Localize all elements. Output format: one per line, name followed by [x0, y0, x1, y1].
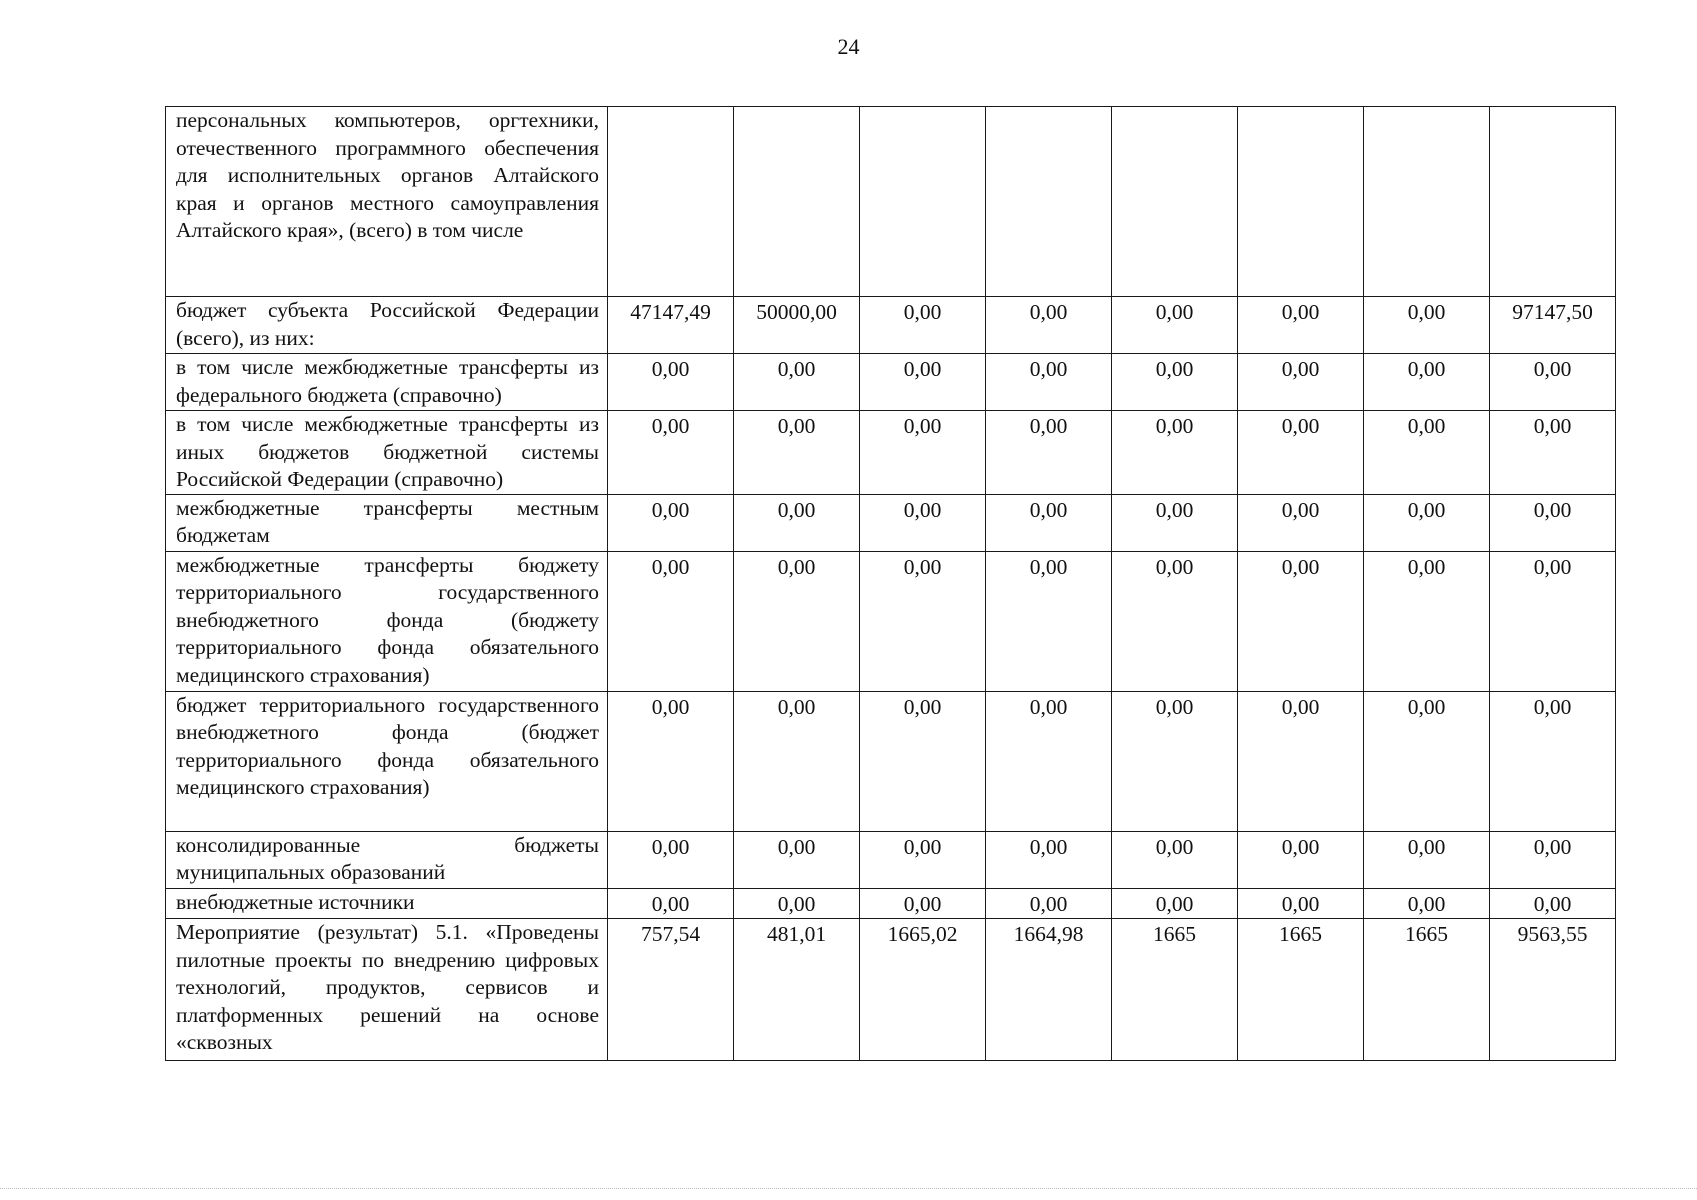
row-label: в том числе межбюджетные трансферты из федерального бюджета (справочно) [166, 354, 608, 411]
row-label: межбюджетные трансферты бюджету территориального государственного внебюджетного фонда (бюджету территориального фонда обязательного медицинского страхования) [166, 551, 608, 691]
value-cell: 47147,49 [608, 297, 734, 354]
value-cell: 0,00 [860, 411, 986, 495]
value-cell: 0,00 [986, 494, 1112, 551]
value-cell: 0,00 [1238, 691, 1364, 831]
value-cell: 0,00 [1364, 494, 1490, 551]
table-row [166, 691, 1616, 831]
row-label: внебюджетные источники [166, 888, 608, 919]
value-cell: 1665 [1238, 919, 1364, 1061]
value-cell: 0,00 [608, 354, 734, 411]
scan-edge-divider [0, 1188, 1697, 1190]
value-cell: 0,00 [986, 551, 1112, 691]
value-cell [1490, 107, 1616, 297]
table-row [166, 107, 1616, 297]
budget-table [165, 106, 1616, 1061]
value-cell: 0,00 [986, 354, 1112, 411]
row-label: в том числе межбюджетные трансферты из иных бюджетов бюджетной системы Российской Федерации (справочно) [166, 411, 608, 495]
value-cell: 1665 [1364, 919, 1490, 1061]
row-label: межбюджетные трансферты местным бюджетам [166, 494, 608, 551]
value-cell: 0,00 [1112, 297, 1238, 354]
table-row [166, 411, 1616, 495]
page-number: 24 [837, 34, 860, 59]
value-cell: 0,00 [1238, 551, 1364, 691]
value-cell: 0,00 [1238, 411, 1364, 495]
value-cell: 0,00 [734, 888, 860, 919]
row-label: бюджет территориального государственного внебюджетного фонда (бюджет территориального фонда обязательного медицинского страхования) [166, 691, 608, 831]
value-cell: 0,00 [734, 551, 860, 691]
value-cell: 0,00 [1364, 831, 1490, 888]
value-cell: 0,00 [608, 494, 734, 551]
value-cell: 0,00 [1364, 888, 1490, 919]
row-label: бюджет субъекта Российской Федерации (всего), из них: [166, 297, 608, 354]
value-cell: 0,00 [1112, 551, 1238, 691]
value-cell: 0,00 [734, 831, 860, 888]
value-cell: 0,00 [1112, 831, 1238, 888]
value-cell: 0,00 [1238, 831, 1364, 888]
value-cell: 50000,00 [734, 297, 860, 354]
value-cell: 0,00 [1490, 494, 1616, 551]
value-cell [860, 107, 986, 297]
value-cell: 0,00 [734, 494, 860, 551]
value-cell: 0,00 [1238, 297, 1364, 354]
value-cell: 0,00 [1112, 691, 1238, 831]
value-cell: 0,00 [608, 691, 734, 831]
value-cell: 0,00 [1238, 354, 1364, 411]
value-cell [1238, 107, 1364, 297]
table-row [166, 354, 1616, 411]
value-cell: 0,00 [860, 831, 986, 888]
table-row [166, 494, 1616, 551]
value-cell: 0,00 [1112, 494, 1238, 551]
row-label: персональных компьютеров, оргтехники, отечественного программного обеспечения для исполнительных органов Алтайского края и органов местного самоуправления Алтайского края», (всего) в том числе [166, 107, 608, 297]
value-cell: 0,00 [986, 831, 1112, 888]
row-label: консолидированные бюджеты муниципальных образований [166, 831, 608, 888]
value-cell: 0,00 [1112, 354, 1238, 411]
value-cell: 97147,50 [1490, 297, 1616, 354]
value-cell: 0,00 [860, 691, 986, 831]
value-cell: 0,00 [608, 888, 734, 919]
value-cell: 0,00 [1364, 551, 1490, 691]
value-cell: 0,00 [1364, 691, 1490, 831]
value-cell: 0,00 [1238, 888, 1364, 919]
value-cell: 0,00 [1112, 411, 1238, 495]
value-cell: 0,00 [1490, 888, 1616, 919]
value-cell: 0,00 [734, 354, 860, 411]
value-cell: 0,00 [986, 411, 1112, 495]
value-cell: 757,54 [608, 919, 734, 1061]
value-cell: 0,00 [1490, 354, 1616, 411]
table-row [166, 919, 1616, 1061]
value-cell: 0,00 [860, 551, 986, 691]
value-cell: 0,00 [860, 494, 986, 551]
value-cell: 0,00 [608, 831, 734, 888]
value-cell [1112, 107, 1238, 297]
value-cell: 0,00 [1490, 551, 1616, 691]
value-cell [734, 107, 860, 297]
value-cell: 0,00 [734, 411, 860, 495]
table-row [166, 831, 1616, 888]
value-cell: 0,00 [1364, 411, 1490, 495]
value-cell: 0,00 [608, 551, 734, 691]
value-cell: 9563,55 [1490, 919, 1616, 1061]
value-cell: 0,00 [1490, 691, 1616, 831]
value-cell: 0,00 [860, 297, 986, 354]
value-cell: 1665 [1112, 919, 1238, 1061]
value-cell: 0,00 [986, 297, 1112, 354]
table-row [166, 888, 1616, 919]
value-cell: 0,00 [608, 411, 734, 495]
value-cell: 0,00 [1490, 831, 1616, 888]
value-cell: 0,00 [860, 888, 986, 919]
value-cell: 0,00 [1112, 888, 1238, 919]
value-cell: 0,00 [986, 691, 1112, 831]
value-cell: 0,00 [1490, 411, 1616, 495]
value-cell: 0,00 [1364, 354, 1490, 411]
value-cell: 0,00 [1238, 494, 1364, 551]
table-row [166, 551, 1616, 691]
row-label: Мероприятие (результат) 5.1. «Проведены пилотные проекты по внедрению цифровых технологий, продуктов, сервисов и платформенных решений на основе «сквозных [166, 919, 608, 1061]
value-cell: 0,00 [860, 354, 986, 411]
value-cell [608, 107, 734, 297]
table-row [166, 297, 1616, 354]
value-cell: 0,00 [734, 691, 860, 831]
value-cell: 0,00 [986, 888, 1112, 919]
value-cell: 0,00 [1364, 297, 1490, 354]
value-cell [1364, 107, 1490, 297]
value-cell [986, 107, 1112, 297]
value-cell: 481,01 [734, 919, 860, 1061]
value-cell: 1665,02 [860, 919, 986, 1061]
value-cell: 1664,98 [986, 919, 1112, 1061]
